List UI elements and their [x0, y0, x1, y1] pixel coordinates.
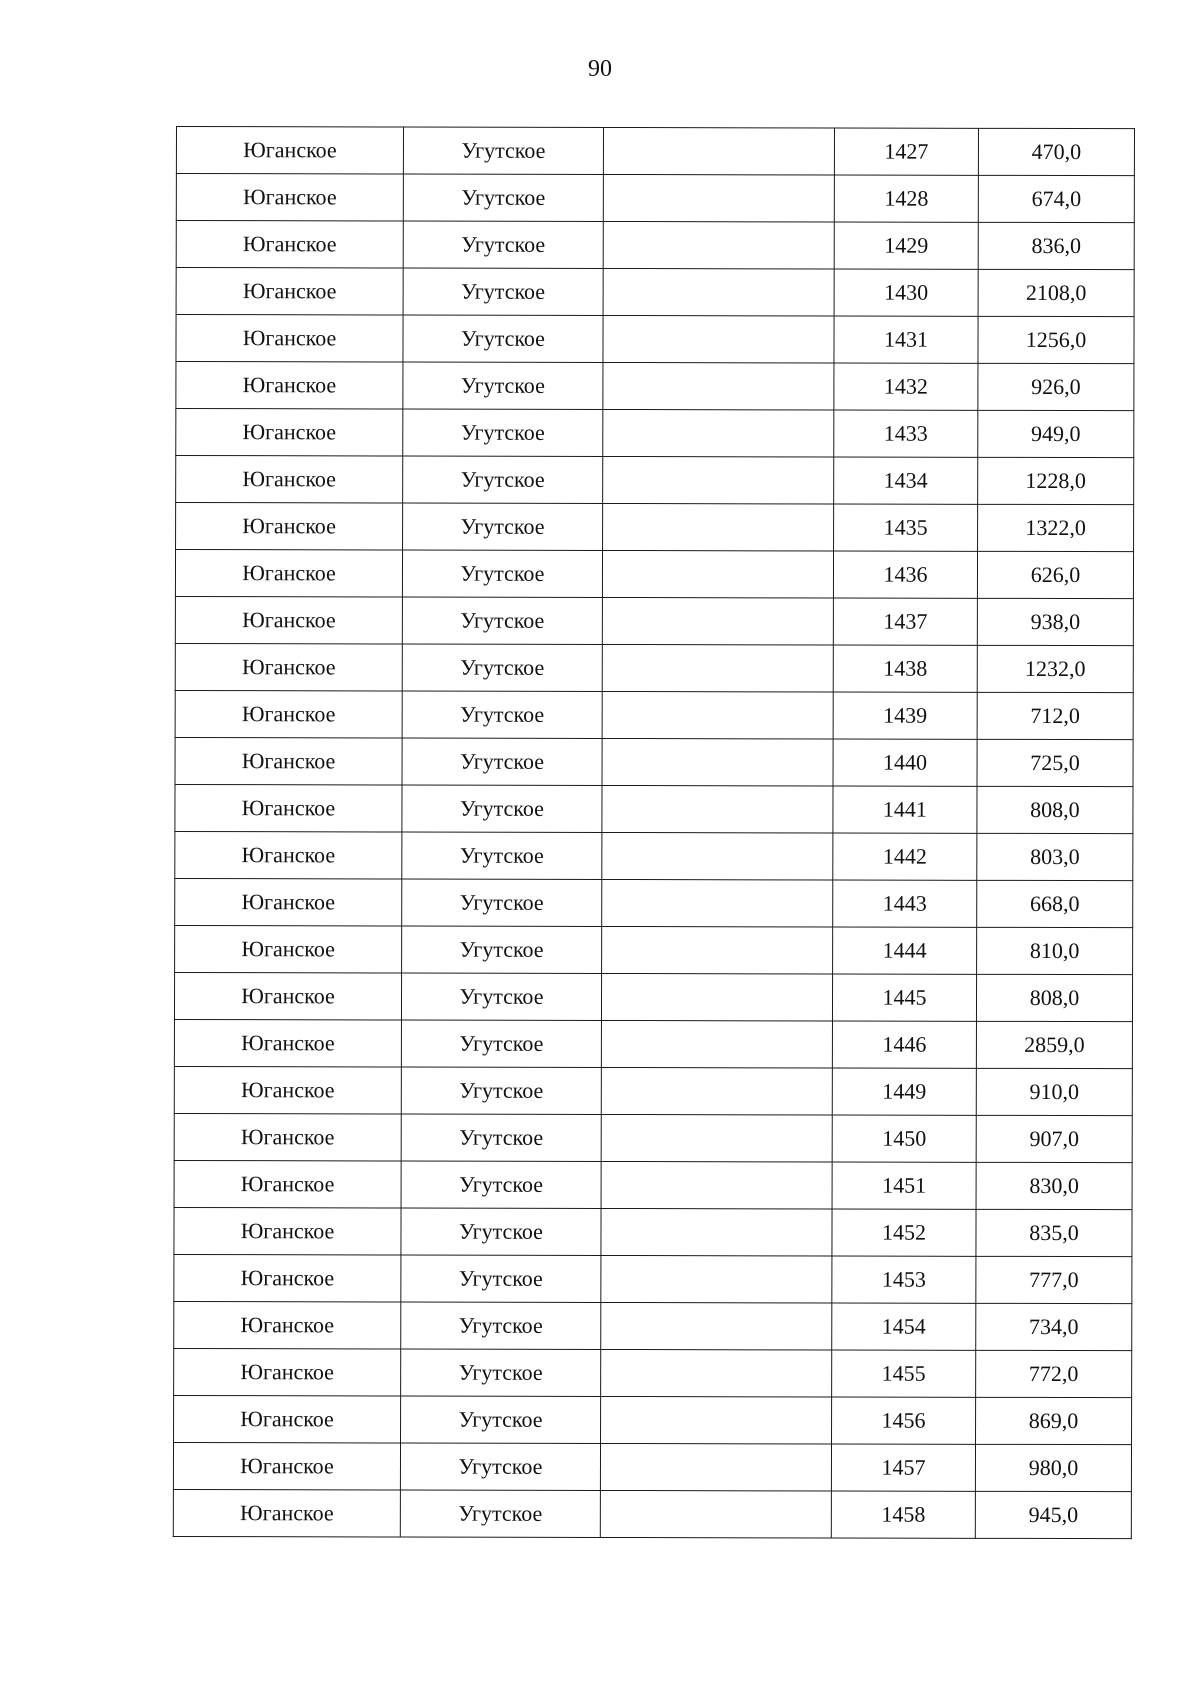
- field-name-cell: Юганское: [176, 456, 403, 504]
- number-cell: 1443: [833, 880, 977, 927]
- empty-cell: [601, 1161, 832, 1209]
- number-cell: 1449: [832, 1068, 976, 1115]
- field-name-cell: Юганское: [174, 1019, 401, 1067]
- field-name-cell: Юганское: [174, 972, 401, 1020]
- value-cell: 836,0: [978, 222, 1134, 269]
- value-cell: 1228,0: [978, 457, 1134, 504]
- empty-cell: [602, 691, 833, 739]
- value-cell: 1322,0: [978, 504, 1134, 551]
- table-row: [176, 315, 1134, 364]
- number-cell: 1442: [833, 833, 977, 880]
- number-cell: 1427: [834, 128, 978, 175]
- field-name-cell: Юганское: [175, 878, 402, 926]
- value-cell: 734,0: [976, 1303, 1132, 1350]
- field-name-cell: Юганское: [175, 643, 402, 691]
- value-cell: 810,0: [977, 927, 1133, 974]
- value-cell: 830,0: [976, 1162, 1132, 1209]
- field-name-cell: Юганское: [175, 690, 402, 738]
- table-row: [176, 127, 1134, 176]
- number-cell: 1431: [834, 316, 978, 363]
- empty-cell: [601, 973, 832, 1021]
- value-cell: 945,0: [975, 1491, 1131, 1538]
- field-name-cell: Юганское: [175, 925, 402, 973]
- value-cell: 470,0: [978, 128, 1134, 175]
- number-cell: 1437: [833, 598, 977, 645]
- area-name-cell: Угутское: [402, 879, 602, 926]
- table-row: [174, 1348, 1132, 1397]
- value-cell: 803,0: [977, 833, 1133, 880]
- area-name-cell: Угутское: [402, 597, 602, 644]
- number-cell: 1444: [833, 927, 977, 974]
- value-cell: 725,0: [977, 739, 1133, 786]
- field-name-cell: Юганское: [174, 1066, 401, 1114]
- field-name-cell: Юганское: [175, 784, 402, 832]
- value-cell: 835,0: [976, 1209, 1132, 1256]
- empty-cell: [602, 785, 833, 833]
- table-row: [176, 362, 1134, 411]
- table-row: [174, 1207, 1132, 1256]
- number-cell: 1434: [834, 457, 978, 504]
- area-name-cell: Угутское: [403, 315, 603, 362]
- value-cell: 668,0: [977, 880, 1133, 927]
- field-name-cell: Юганское: [176, 268, 403, 316]
- field-name-cell: Юганское: [174, 1254, 401, 1302]
- number-cell: 1430: [834, 269, 978, 316]
- value-cell: 772,0: [976, 1350, 1132, 1397]
- field-name-cell: Юганское: [175, 596, 402, 644]
- table-row: [175, 831, 1133, 880]
- empty-cell: [601, 1255, 832, 1303]
- area-name-cell: Угутское: [401, 1067, 601, 1114]
- number-cell: 1436: [833, 551, 977, 598]
- empty-cell: [601, 1208, 832, 1256]
- area-name-cell: Угутское: [400, 1490, 600, 1537]
- area-name-cell: Угутское: [402, 738, 602, 785]
- table-row: [174, 1395, 1132, 1444]
- area-name-cell: Угутское: [403, 127, 603, 174]
- number-cell: 1450: [832, 1115, 976, 1162]
- table-row: [174, 1066, 1132, 1115]
- value-cell: 869,0: [976, 1397, 1132, 1444]
- table-row: [175, 643, 1133, 692]
- empty-cell: [600, 1443, 831, 1491]
- area-name-cell: Угутское: [401, 1161, 601, 1208]
- empty-cell: [603, 127, 834, 175]
- table-row: [176, 409, 1134, 458]
- number-cell: 1438: [833, 645, 977, 692]
- area-name-cell: Угутское: [402, 691, 602, 738]
- number-cell: 1433: [834, 410, 978, 457]
- field-name-cell: Юганское: [176, 127, 403, 175]
- number-cell: 1435: [834, 504, 978, 551]
- value-cell: 2108,0: [978, 269, 1134, 316]
- table-row: [176, 174, 1134, 223]
- field-name-cell: Юганское: [174, 1160, 401, 1208]
- area-name-cell: Угутское: [401, 1302, 601, 1349]
- area-name-cell: Угутское: [401, 1114, 601, 1161]
- field-name-cell: Юганское: [173, 1489, 400, 1537]
- area-name-cell: Угутское: [403, 174, 603, 221]
- empty-cell: [603, 221, 834, 269]
- field-name-cell: Юганское: [175, 550, 402, 598]
- empty-cell: [603, 503, 834, 551]
- table-row: [174, 1254, 1132, 1303]
- table-row: [176, 268, 1134, 317]
- field-name-cell: Юганское: [176, 315, 403, 363]
- number-cell: 1451: [832, 1162, 976, 1209]
- field-name-cell: Юганское: [176, 174, 403, 222]
- area-name-cell: Угутское: [403, 268, 603, 315]
- value-cell: 980,0: [975, 1444, 1131, 1491]
- number-cell: 1453: [832, 1256, 976, 1303]
- number-cell: 1457: [831, 1444, 975, 1491]
- value-cell: 1232,0: [977, 645, 1133, 692]
- empty-cell: [602, 879, 833, 927]
- value-cell: 1256,0: [978, 316, 1134, 363]
- table-row: [174, 1113, 1132, 1162]
- table-row: [175, 737, 1133, 786]
- table-row: [175, 784, 1133, 833]
- value-cell: 938,0: [977, 598, 1133, 645]
- page-number: 90: [588, 56, 612, 82]
- empty-cell: [603, 362, 834, 410]
- area-name-cell: Угутское: [403, 362, 603, 409]
- area-name-cell: Угутское: [403, 221, 603, 268]
- value-cell: 712,0: [977, 692, 1133, 739]
- field-name-cell: Юганское: [176, 503, 403, 551]
- field-name-cell: Юганское: [174, 1395, 401, 1443]
- area-name-cell: Угутское: [402, 550, 602, 597]
- table-row: [174, 972, 1132, 1021]
- empty-cell: [602, 926, 833, 974]
- field-name-cell: Юганское: [176, 221, 403, 269]
- value-cell: 808,0: [976, 974, 1132, 1021]
- value-cell: 777,0: [976, 1256, 1132, 1303]
- table-row: [175, 690, 1133, 739]
- area-name-cell: Угутское: [401, 1396, 601, 1443]
- field-name-cell: Юганское: [175, 831, 402, 879]
- empty-cell: [602, 597, 833, 645]
- empty-cell: [601, 1302, 832, 1350]
- value-cell: 910,0: [976, 1068, 1132, 1115]
- field-name-cell: Юганское: [174, 1207, 401, 1255]
- table-row: [175, 878, 1133, 927]
- number-cell: 1429: [834, 222, 978, 269]
- number-cell: 1452: [832, 1209, 976, 1256]
- empty-cell: [602, 644, 833, 692]
- area-name-cell: Угутское: [402, 644, 602, 691]
- area-name-cell: Угутское: [403, 456, 603, 503]
- field-name-cell: Юганское: [174, 1348, 401, 1396]
- table-row: [174, 1160, 1132, 1209]
- area-name-cell: Угутское: [400, 1443, 600, 1490]
- empty-cell: [601, 1067, 832, 1115]
- number-cell: 1455: [832, 1350, 976, 1397]
- table-row: [173, 1489, 1131, 1538]
- area-name-cell: Угутское: [403, 503, 603, 550]
- empty-cell: [603, 268, 834, 316]
- table-body: [173, 127, 1134, 1539]
- empty-cell: [601, 1114, 832, 1162]
- number-cell: 1456: [832, 1397, 976, 1444]
- number-cell: 1439: [833, 692, 977, 739]
- value-cell: 926,0: [978, 363, 1134, 410]
- empty-cell: [603, 409, 834, 457]
- value-cell: 626,0: [977, 551, 1133, 598]
- number-cell: 1432: [834, 363, 978, 410]
- table-row: [176, 503, 1134, 552]
- number-cell: 1458: [831, 1491, 975, 1538]
- area-name-cell: Угутское: [401, 1349, 601, 1396]
- number-cell: 1440: [833, 739, 977, 786]
- value-cell: 949,0: [978, 410, 1134, 457]
- table-row: [176, 221, 1134, 270]
- empty-cell: [603, 315, 834, 363]
- value-cell: 674,0: [978, 175, 1134, 222]
- value-cell: 808,0: [977, 786, 1133, 833]
- empty-cell: [601, 1020, 832, 1068]
- number-cell: 1445: [832, 974, 976, 1021]
- empty-cell: [603, 174, 834, 222]
- number-cell: 1454: [832, 1303, 976, 1350]
- empty-cell: [601, 1349, 832, 1397]
- empty-cell: [603, 456, 834, 504]
- field-name-cell: Юганское: [173, 1442, 400, 1490]
- table-row: [175, 596, 1133, 645]
- value-cell: 907,0: [976, 1115, 1132, 1162]
- field-name-cell: Юганское: [174, 1301, 401, 1349]
- area-name-cell: Угутское: [402, 926, 602, 973]
- number-cell: 1441: [833, 786, 977, 833]
- table-row: [176, 456, 1134, 505]
- table-row: [174, 1301, 1132, 1350]
- empty-cell: [602, 550, 833, 598]
- number-cell: 1428: [834, 175, 978, 222]
- area-name-cell: Угутское: [402, 785, 602, 832]
- table-row: [173, 1442, 1131, 1491]
- table-row: [175, 925, 1133, 974]
- empty-cell: [601, 1396, 832, 1444]
- table-row: [175, 550, 1133, 599]
- area-name-cell: Угутское: [402, 832, 602, 879]
- value-cell: 2859,0: [976, 1021, 1132, 1068]
- field-name-cell: Юганское: [175, 737, 402, 785]
- empty-cell: [602, 832, 833, 880]
- empty-cell: [600, 1490, 831, 1538]
- area-name-cell: Угутское: [401, 1255, 601, 1302]
- area-name-cell: Угутское: [401, 1208, 601, 1255]
- area-name-cell: Угутское: [401, 973, 601, 1020]
- area-name-cell: Угутское: [401, 1020, 601, 1067]
- data-table: [173, 126, 1135, 1539]
- table-row: [174, 1019, 1132, 1068]
- field-name-cell: Юганское: [174, 1113, 401, 1161]
- number-cell: 1446: [832, 1021, 976, 1068]
- area-name-cell: Угутское: [403, 409, 603, 456]
- field-name-cell: Юганское: [176, 362, 403, 410]
- field-name-cell: Юганское: [176, 409, 403, 457]
- empty-cell: [602, 738, 833, 786]
